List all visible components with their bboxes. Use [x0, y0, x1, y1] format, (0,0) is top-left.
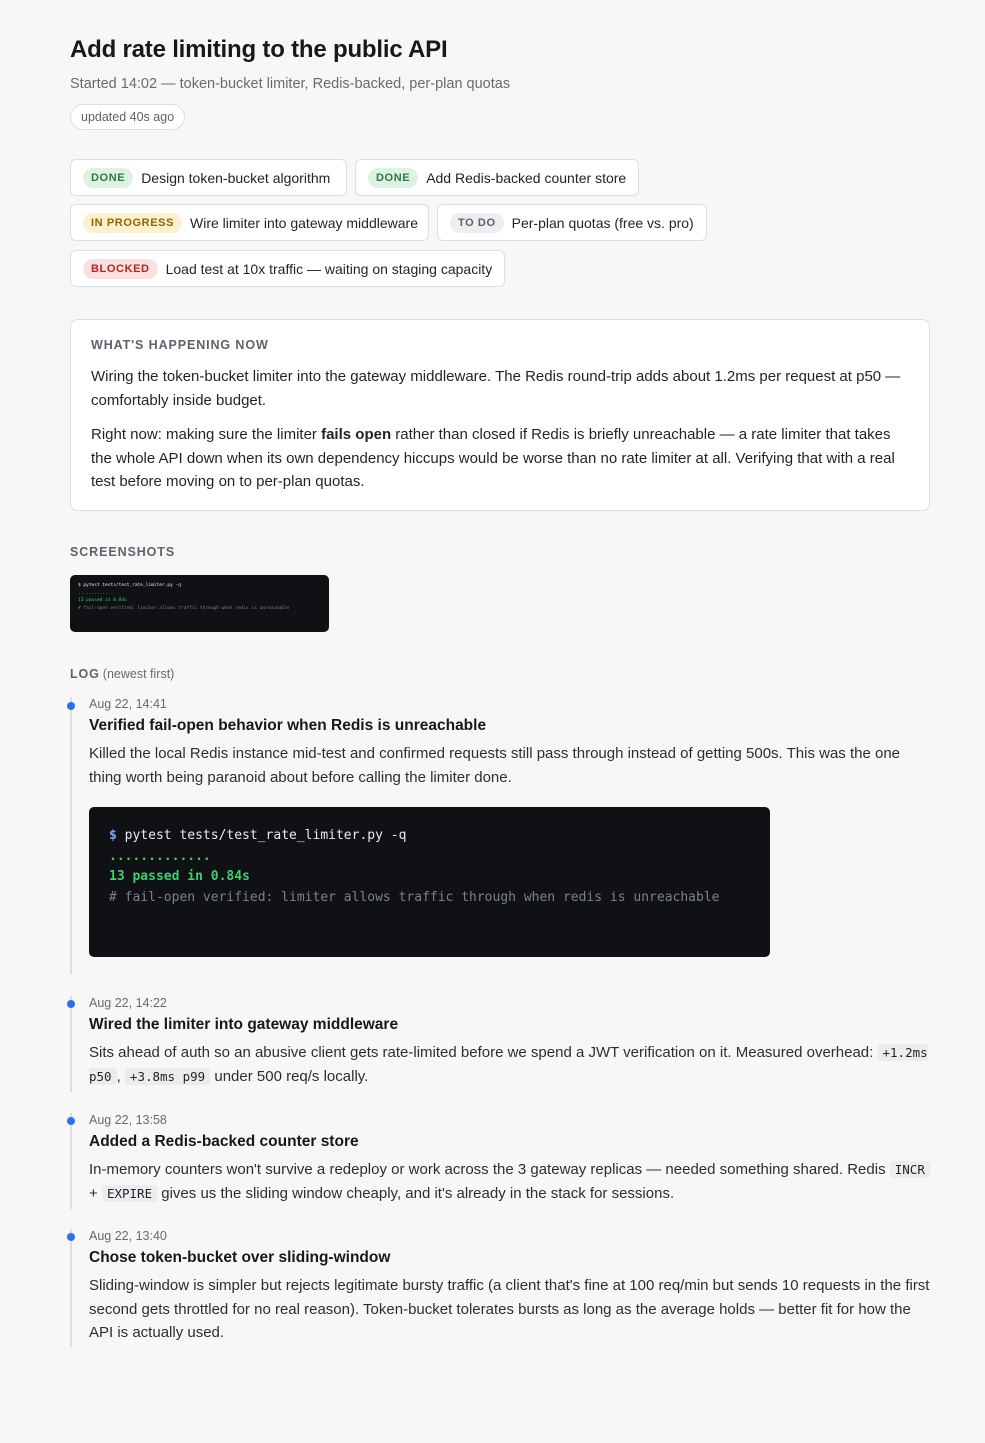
page-title: Add rate limiting to the public API [70, 36, 448, 63]
inline-code: INCR [890, 1161, 930, 1178]
thumb-line: # fail-open verified: limiter allows traffic through when redis is unreachable [78, 605, 290, 611]
entry-title: Verified fail-open behavior when Redis is unreachable [89, 717, 487, 734]
entry-title: Wired the limiter into gateway middleware [89, 1016, 399, 1033]
now-card [70, 319, 930, 511]
inline-code: EXPIRE [102, 1185, 157, 1202]
thumb-line: $ pytest tests/test_rate_limiter.py -q [78, 583, 181, 588]
log-entry [70, 996, 930, 1092]
terminal-comment: # fail-open verified: limiter allows traffic through when redis is unreachable [109, 889, 720, 905]
log-subheading: (newest first) [102, 667, 175, 681]
now-text: Right now: making sure the limiter [91, 426, 322, 443]
timeline-dot [67, 1117, 75, 1125]
now-emphasis: fails open [321, 426, 392, 443]
entry-title: Chose token-bucket over sliding-window [89, 1249, 391, 1266]
thumb-line: 13 passed in 0.84s [78, 598, 127, 603]
terminal-prompt: $ [109, 828, 117, 843]
inline-code: +3.8ms p99 [125, 1068, 210, 1085]
terminal-command: pytest tests/test_rate_limiter.py -q [116, 828, 407, 843]
terminal-dots: ............. [109, 848, 211, 864]
entry-text: gives us the sliding window cheaply, and it's already in the stack for sessions. [157, 1184, 675, 1202]
now-heading: WHAT'S HAPPENING NOW [91, 338, 269, 352]
entry-timestamp: Aug 22, 14:41 [89, 697, 167, 711]
task-chip [70, 250, 505, 287]
page-subtitle: Started 14:02 — token-bucket limiter, Redis-backed, per-plan quotas [70, 76, 511, 92]
updated-badge: updated 40s ago [70, 104, 185, 130]
log-entry [70, 1113, 930, 1209]
entry-timestamp: Aug 22, 13:58 [89, 1113, 167, 1127]
screenshot-thumbnail[interactable] [70, 575, 329, 632]
entry-body: Killed the local Redis instance mid-test and confirmed requests still pass through instead of getting 500s. This was the one thing worth being paranoid about before calling the limiter done. [89, 745, 901, 786]
log-entry [70, 697, 930, 974]
entry-text: under 500 req/s locally. [210, 1067, 369, 1085]
timeline-dot [67, 1000, 75, 1008]
entry-text: In-memory counters won't survive a redeploy or work across the 3 gateway replicas — needed something shared. Redis [89, 1161, 890, 1178]
entry-text: + [89, 1184, 102, 1202]
timeline-dot [67, 702, 75, 710]
task-label: Add Redis-backed counter store [426, 169, 627, 186]
log-heading [70, 667, 174, 681]
entry-body [89, 1041, 930, 1088]
entry-text: , [116, 1067, 125, 1085]
now-paragraph [91, 423, 909, 494]
now-paragraph: Wiring the token-bucket limiter into the gateway middleware. The Redis round-trip adds about 1.2ms per request at p50 — comfortably inside budget. [91, 368, 901, 409]
entry-body: Sliding-window is simpler but rejects legitimate bursty traffic (a client that's fine at 100 req/min but sends 10 requests in the first second gets throttled for no real reason). Token-bucket tolerates bursts as long as the average holds — better fit for how the API is actually used. [89, 1277, 930, 1341]
entry-text: Sits ahead of auth so an abusive client gets rate-limited before we spend a JWT verification on it. Measured overhead: [89, 1044, 878, 1061]
task-chip [355, 159, 639, 196]
task-chip [437, 204, 707, 241]
terminal-output [89, 807, 770, 957]
now-text: rather than closed if Redis is briefly unreachable — a rate limiter that takes the whole API down when its own dependency hiccups would be worse than no rate limiter at all. Verifying that with a real test before moving on to per-plan quotas. [91, 426, 895, 490]
terminal-result: 13 passed in 0.84s [109, 869, 250, 884]
entry-title: Added a Redis-backed counter store [89, 1133, 359, 1150]
screenshots-heading: SCREENSHOTS [70, 545, 176, 559]
entry-body [89, 1158, 930, 1205]
entry-timestamp: Aug 22, 14:22 [89, 996, 167, 1010]
task-label: Wire limiter into gateway middleware [190, 214, 418, 231]
status-badge: IN PROGRESS [83, 213, 182, 233]
thumb-line: ............. [78, 590, 114, 596]
status-badge: BLOCKED [83, 259, 158, 279]
log-entry [70, 1229, 930, 1347]
task-chip [70, 204, 429, 241]
task-label: Load test at 10x traffic — waiting on staging capacity [165, 260, 493, 277]
status-badge: DONE [368, 168, 418, 188]
status-badge: DONE [83, 168, 133, 188]
task-label: Per-plan quotas (free vs. pro) [511, 214, 694, 231]
timeline-dot [67, 1233, 75, 1241]
task-label: Design token-bucket algorithm [141, 169, 331, 186]
entry-timestamp: Aug 22, 13:40 [89, 1229, 167, 1243]
inline-code: +1.2ms p50 [89, 1045, 928, 1084]
log-heading-label: LOG [70, 667, 100, 681]
task-chip [70, 159, 347, 196]
status-badge: TO DO [450, 213, 504, 233]
